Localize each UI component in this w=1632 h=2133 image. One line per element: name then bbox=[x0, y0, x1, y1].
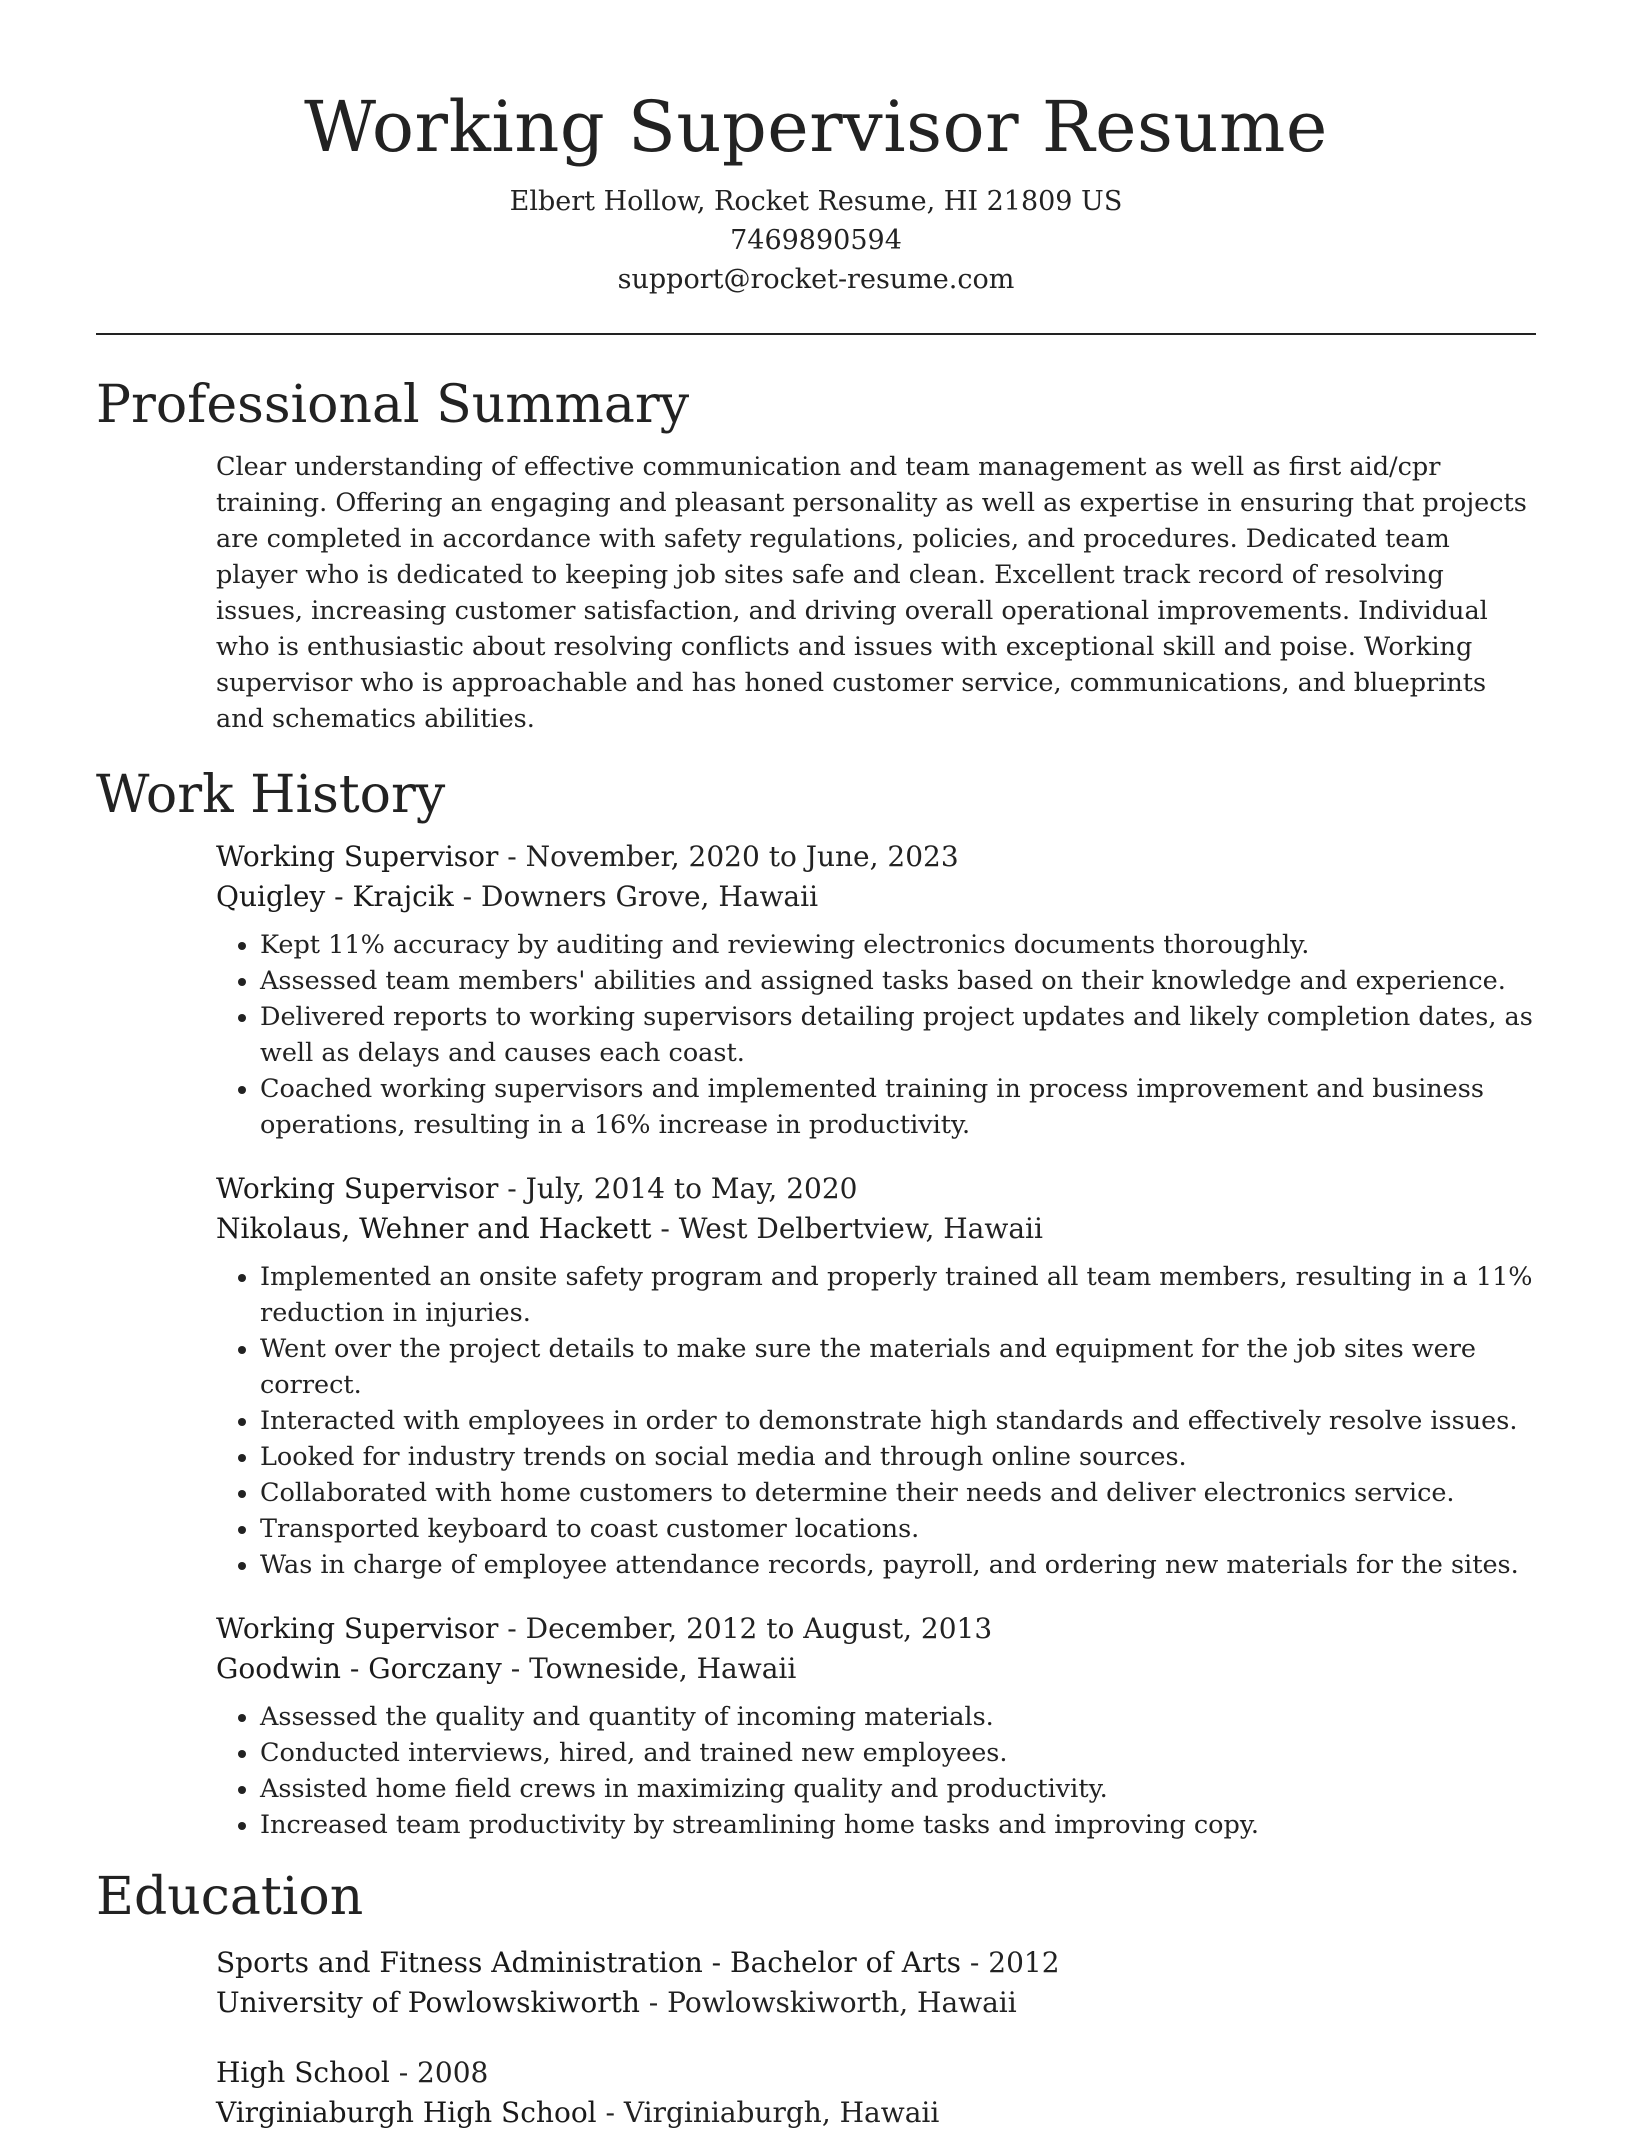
job-duty: • Looked for industry trends on social media and through online sources. bbox=[260, 1439, 1536, 1475]
job-title-line bbox=[216, 1169, 1536, 1209]
job-dates: - July, 2014 to May, 2020 bbox=[498, 1172, 858, 1205]
education-heading: Education bbox=[96, 1867, 364, 1927]
job-location: - West Delbertview, Hawaii bbox=[651, 1212, 1043, 1245]
job-duty: • Delivered reports to working supervisors detailing project updates and likely completion dates, as well as delays and causes each coast. bbox=[260, 999, 1536, 1071]
job-title: Working Supervisor bbox=[216, 840, 499, 873]
job-duty: • Transported keyboard to coast customer locations. bbox=[260, 1511, 1536, 1547]
job-entry bbox=[216, 837, 1536, 1143]
contact-phone: 7469890594 bbox=[730, 225, 902, 256]
contact-address: Elbert Hollow, Rocket Resume, HI 21809 US bbox=[509, 186, 1123, 217]
job-location: - Towneside, Hawaii bbox=[501, 1652, 797, 1685]
job-title: Working Supervisor bbox=[216, 1612, 499, 1645]
education-school-line bbox=[216, 1983, 1536, 2023]
job-company-line bbox=[216, 1209, 1536, 1249]
job-duty: • Conducted interviews, hired, and trained new employees. bbox=[260, 1735, 1536, 1771]
job-company: Nikolaus, Wehner and Hackett bbox=[216, 1212, 652, 1245]
education-year: - 2012 bbox=[961, 1946, 1060, 1979]
contact-block bbox=[96, 182, 1536, 299]
job-duty: • Assessed team members' abilities and assigned tasks based on their knowledge and experience. bbox=[260, 963, 1536, 999]
job-title: Working Supervisor bbox=[216, 1172, 499, 1205]
header-divider bbox=[96, 333, 1536, 335]
job-duty: • Was in charge of employee attendance records, payroll, and ordering new materials for the sites. bbox=[260, 1547, 1536, 1583]
job-duty: • Assessed the quality and quantity of incoming materials. bbox=[260, 1699, 1536, 1735]
job-duties bbox=[216, 1259, 1536, 1583]
education-location: - Virginiaburgh, Hawaii bbox=[596, 2096, 940, 2129]
education-degree: Sports and Fitness Administration - Bachelor of Arts bbox=[216, 1946, 961, 1979]
summary-text: Clear understanding of effective communication and team management as well as first aid/cpr training. Offering an engaging and pleasant personality as well as expertise in ensuring that projects are completed in accordance with safety regulations, policies, and procedures. Dedicated team player who is dedicated to keeping job sites safe and clean. Excellent track record of resolving issues, increasing customer satisfaction, and driving overall operational improvements. Individual who is enthusiastic about resolving conflicts and issues with exceptional skill and poise. Working supervisor who is approachable and has honed customer service, communications, and blueprints and schematics abilities. bbox=[216, 452, 1527, 734]
job-duties bbox=[216, 1699, 1536, 1843]
job-location: - Downers Grove, Hawaii bbox=[453, 880, 819, 913]
job-entry bbox=[216, 1169, 1536, 1583]
education-entry bbox=[216, 1943, 1536, 2023]
contact-email: support@rocket-resume.com bbox=[617, 264, 1015, 295]
job-dates: - December, 2012 to August, 2013 bbox=[498, 1612, 993, 1645]
job-duty: • Went over the project details to make sure the materials and equipment for the job sites were correct. bbox=[260, 1331, 1536, 1403]
job-company-line bbox=[216, 1649, 1536, 1689]
job-duty: • Assisted home field crews in maximizing quality and productivity. bbox=[260, 1771, 1536, 1807]
job-duty: • Increased team productivity by streamlining home tasks and improving copy. bbox=[260, 1807, 1536, 1843]
job-company: Goodwin - Gorczany bbox=[216, 1652, 502, 1685]
education-degree-line bbox=[216, 1943, 1536, 1983]
job-company: Quigley - Krajcik bbox=[216, 880, 454, 913]
job-company-line bbox=[216, 877, 1536, 917]
job-dates: - November, 2020 to June, 2023 bbox=[498, 840, 959, 873]
summary-heading: Professional Summary bbox=[96, 375, 690, 435]
resume-title: Working Supervisor Resume bbox=[304, 86, 1328, 168]
education-entry bbox=[216, 2053, 1536, 2133]
work-history-heading: Work History bbox=[96, 765, 446, 825]
job-entry bbox=[216, 1609, 1536, 1843]
education-location: - Powlowskiworth, Hawaii bbox=[639, 1986, 1017, 2019]
education-year: - 2008 bbox=[389, 2056, 489, 2089]
job-duty: • Interacted with employees in order to demonstrate high standards and effectively resolve issues. bbox=[260, 1403, 1536, 1439]
job-title-line bbox=[216, 1609, 1536, 1649]
job-duty: • Coached working supervisors and implemented training in process improvement and business operations, resulting in a 16% increase in productivity. bbox=[260, 1071, 1536, 1143]
resume-header bbox=[96, 0, 1536, 299]
job-duty: • Kept 11% accuracy by auditing and reviewing electronics documents thoroughly. bbox=[260, 927, 1536, 963]
education-school: University of Powlowskiworth bbox=[216, 1986, 640, 2019]
job-duty: • Implemented an onsite safety program and properly trained all team members, resulting in a 11% reduction in injuries. bbox=[260, 1259, 1536, 1331]
job-duties bbox=[216, 927, 1536, 1143]
education-school-line bbox=[216, 2093, 1536, 2133]
education-school: Virginiaburgh High School bbox=[216, 2096, 597, 2129]
job-duty: • Collaborated with home customers to determine their needs and deliver electronics service. bbox=[260, 1475, 1536, 1511]
job-title-line bbox=[216, 837, 1536, 877]
education-degree-line bbox=[216, 2053, 1536, 2093]
education-degree: High School bbox=[216, 2056, 390, 2089]
